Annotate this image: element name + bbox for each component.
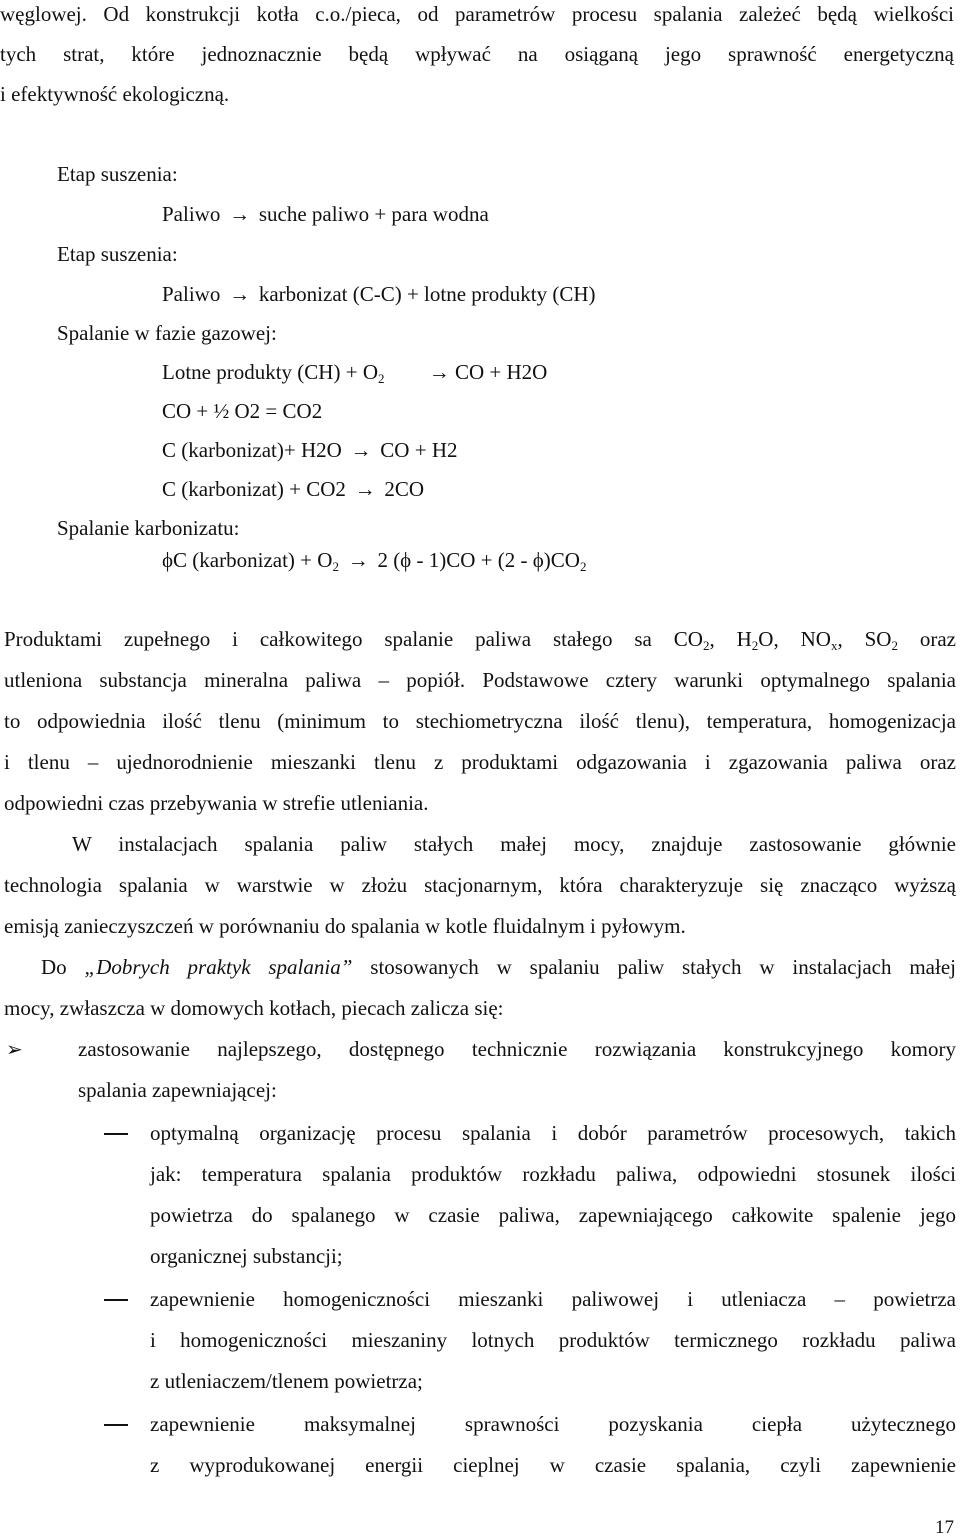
equation-rhs: suche paliwo + para wodna: [258, 202, 489, 226]
arrow-bullet-icon: ➢: [6, 1037, 23, 1061]
arrow-icon: →: [350, 438, 372, 462]
dash-item-3-line-1: zapewnienie maksymalnej sprawności pozyskania ciepła użytecznego: [150, 1412, 956, 1436]
stage-label-gas-phase: Spalanie w fazie gazowej:: [57, 321, 277, 345]
text-run: oraz: [897, 627, 956, 651]
para3-line-1-text: [41, 953, 956, 981]
stage-label-drying-2: Etap suszenia:: [57, 242, 178, 266]
intro-line-2: tych strat, które jednoznacznie będą wpływać na osiąganą jego sprawność energetyczną: [0, 42, 954, 66]
subscript: 2: [332, 559, 339, 574]
arrow-icon: →: [229, 202, 251, 226]
arrow-icon: →: [354, 477, 376, 501]
equation-rhs: 2 (ϕ - 1)CO + (2 - ϕ)CO: [377, 548, 580, 572]
equation-drying: [162, 200, 489, 228]
para3-line-2: mocy, zwłaszcza w domowych kotłach, piecach zalicza się:: [4, 996, 504, 1020]
equation-lhs: Lotne produkty (CH) + O: [162, 360, 378, 384]
equation-lhs: Paliwo: [162, 202, 221, 226]
para3-line-1: [41, 953, 956, 981]
equation-rhs: CO + H2O: [454, 360, 548, 384]
dash-item-1-line-4: organicznej substancji;: [150, 1244, 343, 1268]
equation-rhs: CO + H2: [380, 438, 458, 462]
equation-lhs: C (karbonizat) + CO2: [162, 477, 346, 501]
arrow-icon: →: [428, 360, 450, 384]
dash-item-3-line-2: z wyprodukowanej energii cieplnej w czasie spalania, czyli zapewnienie: [150, 1453, 956, 1477]
dash-bullet-icon: [104, 1424, 128, 1426]
equation-char: [162, 546, 586, 574]
stage-label-char-combustion: Spalanie karbonizatu:: [57, 516, 240, 540]
equation-gas-3: [162, 436, 457, 464]
equation-gas-4: [162, 475, 424, 503]
para1-line-2: utleniona substancja mineralna paliwa – popiół. Podstawowe cztery warunki optymalnego spalania: [4, 668, 956, 692]
para2-line-3: emisją zanieczyszczeń w porównaniu do spalania w kotle fluidalnym i pyłowym.: [4, 914, 686, 938]
dash-bullet-icon: [104, 1133, 128, 1135]
arrow-icon: →: [229, 282, 251, 306]
dash-bullet-icon: [104, 1299, 128, 1301]
text-run: O, NO: [758, 627, 831, 651]
bullet-line-2: spalania zapewniającej:: [78, 1078, 277, 1102]
para1-line-3: to odpowiednia ilość tlenu (minimum to stechiometryczna ilość tlenu), temperatura, homogenizacja: [4, 709, 956, 733]
arrow-icon: →: [347, 548, 369, 572]
page-number: 17: [935, 1517, 954, 1538]
dash-item-2-line-3: z utleniaczem/tlenem powietrza;: [150, 1369, 423, 1393]
subscript: 2: [891, 638, 898, 653]
dash-item-2-line-2: i homogeniczności mieszaniny lotnych produktów termicznego rozkładu paliwa: [150, 1328, 956, 1352]
equation-lhs: C (karbonizat)+ H2O: [162, 438, 342, 462]
text-run: stosowanych w spalaniu paliw stałych w instalacjach małej: [352, 955, 956, 979]
italic-quote: „Dobrych praktyk spalania”: [84, 955, 353, 979]
intro-line-3: i efektywność ekologiczną.: [0, 82, 230, 106]
dash-item-2-line-1: zapewnienie homogeniczności mieszanki paliwowej i utleniacza – powietrza: [150, 1287, 956, 1311]
text-run: Do: [41, 955, 85, 979]
equation-rhs: 2CO: [384, 477, 425, 501]
subscript: x: [830, 638, 838, 653]
subscript: 2: [377, 371, 385, 386]
equation-gas-2: CO + ½ O2 = CO2: [162, 399, 323, 423]
para2-line-2: technologia spalania w warstwie w złożu stacjonarnym, która charakteryzuje się znacząco wyższą: [4, 873, 956, 897]
para1-line-4: i tlenu – ujednorodnienie mieszanki tlenu z produktami odgazowania i zgazowania paliwa oraz: [4, 750, 956, 774]
equation-rhs: karbonizat (C-C) + lotne produkty (CH): [258, 282, 596, 306]
para2-line-1: W instalacjach spalania paliw stałych małej mocy, znajduje zastosowanie głównie: [72, 832, 956, 856]
para1-line-1-text: [4, 625, 956, 653]
equation-gas-1: [162, 358, 547, 386]
equation-lhs: Paliwo: [162, 282, 221, 306]
dash-item-1-line-3: powietrza do spalanego w czasie paliwa, zapewniającego całkowite spalenie jego: [150, 1203, 956, 1227]
subscript: 2: [702, 638, 710, 653]
equation-lhs: ϕC (karbonizat) + O: [162, 548, 333, 572]
dash-item-1-line-1: optymalną organizację procesu spalania i dobór parametrów procesowych, takich: [150, 1121, 956, 1145]
intro-line-1: węglowej. Od konstrukcji kotła c.o./pieca, od parametrów procesu spalania zależeć będą wielkości: [0, 2, 954, 26]
para1-line-5: odpowiedni czas przebywania w strefie utleniania.: [4, 791, 429, 815]
subscript: 2: [751, 638, 759, 653]
dash-item-1-line-2: jak: temperatura spalania produktów rozkładu paliwa, odpowiedni stosunek ilości: [150, 1162, 956, 1186]
bullet-line-1: zastosowanie najlepszego, dostępnego technicznie rozwiązania konstrukcyjnego komory: [78, 1037, 956, 1061]
stage-label-drying-1: Etap suszenia:: [57, 162, 178, 186]
subscript: 2: [579, 559, 587, 574]
text-run: Produktami zupełnego i całkowitego spalanie paliwa stałego sa CO: [4, 627, 703, 651]
text-run: , H: [709, 627, 752, 651]
para1-line-1: [4, 625, 956, 653]
equation-pyrolysis: [162, 280, 596, 308]
text-run: , SO: [837, 627, 892, 651]
